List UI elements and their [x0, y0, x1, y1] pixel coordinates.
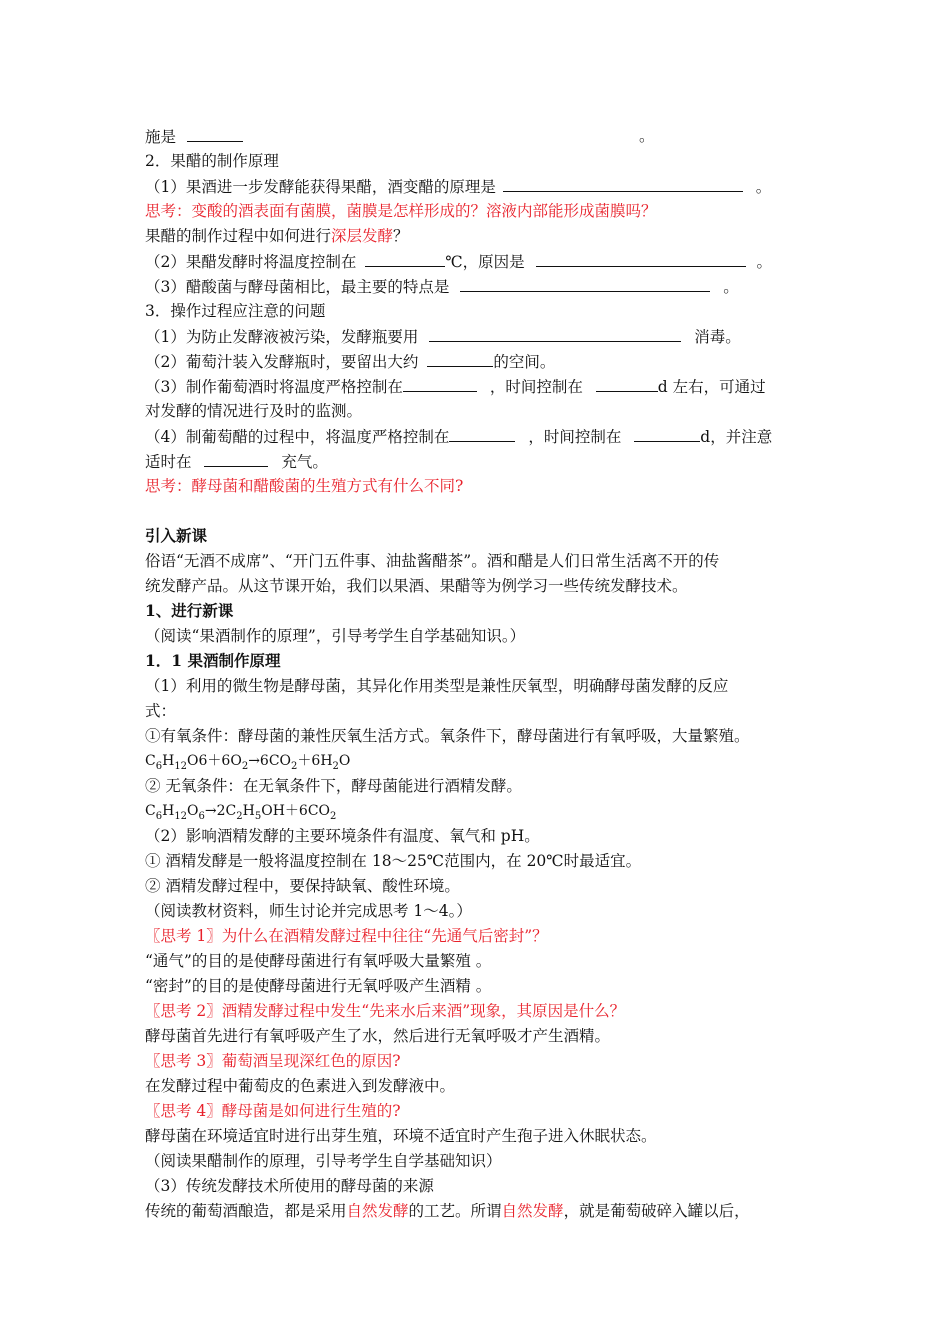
section-heading: 1、进行新课 — [145, 601, 234, 620]
fill-blank[interactable] — [429, 324, 681, 342]
text: 果醋的制作过程中如何进行 — [145, 227, 332, 245]
paragraph: ② 酒精发酵过程中，要保持缺氧、酸性环境。 — [145, 877, 460, 895]
line-11 — [145, 374, 810, 398]
equation-render: $C_6H_{12}O_6\to 2C_2H_5OH+6CO_2$ — [145, 803, 337, 822]
line-10 — [145, 349, 810, 373]
text: ，就是葡萄破碎入罐以后， — [563, 1202, 750, 1220]
text: （2）果醋发酵时将温度控制在 — [145, 253, 357, 271]
line-3 — [145, 174, 810, 198]
paragraph: （阅读果醋制作的原理，引导考学生自学基础知识） — [145, 1152, 502, 1170]
paragraph: （1）利用的微生物是酵母菌，其异化作用类型是兼性厌氧型，明确酵母菌发酵的反应 — [145, 677, 729, 695]
answer: “通气”的目的是使酵母菌进行有氧呼吸大量繁殖 。 — [145, 952, 492, 970]
section-heading-3: 3．操作过程应注意的问题 — [145, 302, 326, 320]
line-1 — [145, 124, 810, 148]
text: ，时间控制在 — [528, 428, 622, 446]
text: ，时间控制在 — [489, 378, 583, 396]
text: （3）醋酸菌与酵母菌相比，最主要的特点是 — [145, 278, 450, 296]
text: （1）果酒进一步发酵能获得果醋，酒变醋的原理是 — [145, 178, 496, 196]
text: 充气。 — [281, 453, 328, 471]
text: （2）葡萄汁装入发酵瓶时，要留出大约 — [145, 353, 419, 371]
paragraph: ①有氧条件：酵母菌的兼性厌氧生活方式。氧条件下，酵母菌进行有氧呼吸，大量繁殖。 — [145, 727, 750, 745]
text: 的空间。 — [493, 353, 556, 371]
fill-blank[interactable] — [536, 249, 746, 267]
text: 。 — [723, 278, 739, 296]
paragraph: （阅读教材资料，师生讨论并完成思考 1～4。） — [145, 902, 472, 920]
section-heading: 1．1 果酒制作原理 — [145, 651, 281, 670]
paragraph-natural-fermentation — [145, 1199, 810, 1223]
think-question-4: 〖思考 4〗酵母菌是如何进行生殖的? — [145, 1102, 401, 1120]
text: 适时在 — [145, 453, 192, 471]
section-heading: 引入新课 — [145, 526, 208, 545]
fill-blank[interactable] — [427, 349, 493, 367]
line-7 — [145, 274, 810, 298]
text: 。 — [756, 253, 773, 271]
think-question: 思考：酵母菌和醋酸菌的生殖方式有什么不同? — [145, 477, 464, 495]
fill-blank[interactable] — [634, 424, 700, 442]
text: 施是 — [145, 128, 177, 146]
text: d，并注意 — [700, 428, 773, 446]
line-14 — [145, 449, 810, 473]
paragraph: 俗语“无酒不成席”、“开门五件事、油盐酱醋茶”。酒和醋是人们日常生活离不开的传 — [145, 552, 720, 570]
line-6 — [145, 249, 810, 273]
line-9 — [145, 324, 810, 348]
paragraph: （2）影响酒精发酵的主要环境条件有温度、氧气和 pH。 — [145, 827, 540, 845]
paragraph: （阅读“果酒制作的原理”，引导考学生自学基础知识。） — [145, 627, 526, 645]
fill-blank[interactable] — [503, 174, 743, 192]
text: （4）制葡萄醋的过程中，将温度严格控制在 — [145, 428, 450, 446]
answer: “密封”的目的是使酵母菌进行无氧呼吸产生酒精 。 — [145, 977, 492, 995]
text: 的工艺。所谓 — [408, 1202, 502, 1220]
paragraph: （3）传统发酵技术所使用的酵母菌的来源 — [145, 1177, 434, 1195]
section-heading-2: 2．果醋的制作原理 — [145, 152, 279, 170]
text: ℃，原因是 — [445, 253, 525, 271]
text: （1）为防止发酵液被污染，发酵瓶要用 — [145, 328, 419, 346]
text: d 左右，可通过 — [657, 378, 766, 396]
fill-blank[interactable] — [596, 374, 658, 392]
equation-render: $C_6H_{12}O6+6O_2\to 6CO_2+6H_2O$ — [145, 753, 351, 772]
fill-blank[interactable] — [187, 124, 243, 142]
highlight-term: 深层发酵 — [331, 227, 394, 245]
paragraph: 式： — [145, 702, 177, 720]
highlight-term: 自然发酵 — [501, 1202, 564, 1220]
think-question-3: 〖思考 3〗葡萄酒呈现深红色的原因? — [145, 1052, 401, 1070]
think-question-1: 〖思考 1〗为什么在酒精发酵过程中往往“先通气后密封”？ — [145, 927, 548, 945]
paragraph: ② 无氧条件：在无氧条件下，酵母菌能进行酒精发酵。 — [145, 777, 522, 795]
answer: 在发酵过程中葡萄皮的色素进入到发酵液中。 — [145, 1077, 456, 1095]
line-12: 对发酵的情况进行及时的监测。 — [145, 402, 363, 420]
answer: 酵母菌首先进行有氧呼吸产生了水，然后进行无氧呼吸才产生酒精。 — [145, 1027, 611, 1045]
text: 消毒。 — [694, 328, 741, 346]
equation-anaerobic — [145, 799, 810, 823]
equation-aerobic — [145, 749, 810, 773]
answer: 酵母菌在环境适宜时进行出芽生殖，环境不适宜时产生孢子进入休眠状态。 — [145, 1127, 657, 1145]
text: ？ — [393, 227, 409, 245]
text: 传统的葡萄酒酿造，都是采用 — [145, 1202, 347, 1220]
paragraph: ① 酒精发酵是一般将温度控制在 18～25℃范围内，在 20℃时最适宜。 — [145, 852, 642, 870]
text: （3）制作葡萄酒时将温度严格控制在 — [145, 378, 403, 396]
highlight-term: 自然发酵 — [346, 1202, 409, 1220]
paragraph: 统发酵产品。从这节课开始，我们以果酒、果醋等为例学习一些传统发酵技术。 — [145, 577, 688, 595]
fill-blank[interactable] — [460, 274, 710, 292]
fill-blank[interactable] — [449, 424, 515, 442]
think-question: 思考：变酸的酒表面有菌膜，菌膜是怎样形成的？溶液内部能形成菌膜吗？ — [145, 202, 657, 220]
line-13 — [145, 424, 810, 448]
text: 。 — [639, 127, 655, 145]
think-question-2: 〖思考 2〗酒精发酵过程中发生“先来水后来酒”现象，其原因是什么？ — [145, 1002, 626, 1020]
fill-blank[interactable] — [403, 374, 477, 392]
fill-blank[interactable] — [204, 449, 268, 467]
text: 。 — [755, 178, 772, 196]
line-5 — [145, 224, 810, 248]
fill-blank[interactable] — [365, 249, 445, 267]
